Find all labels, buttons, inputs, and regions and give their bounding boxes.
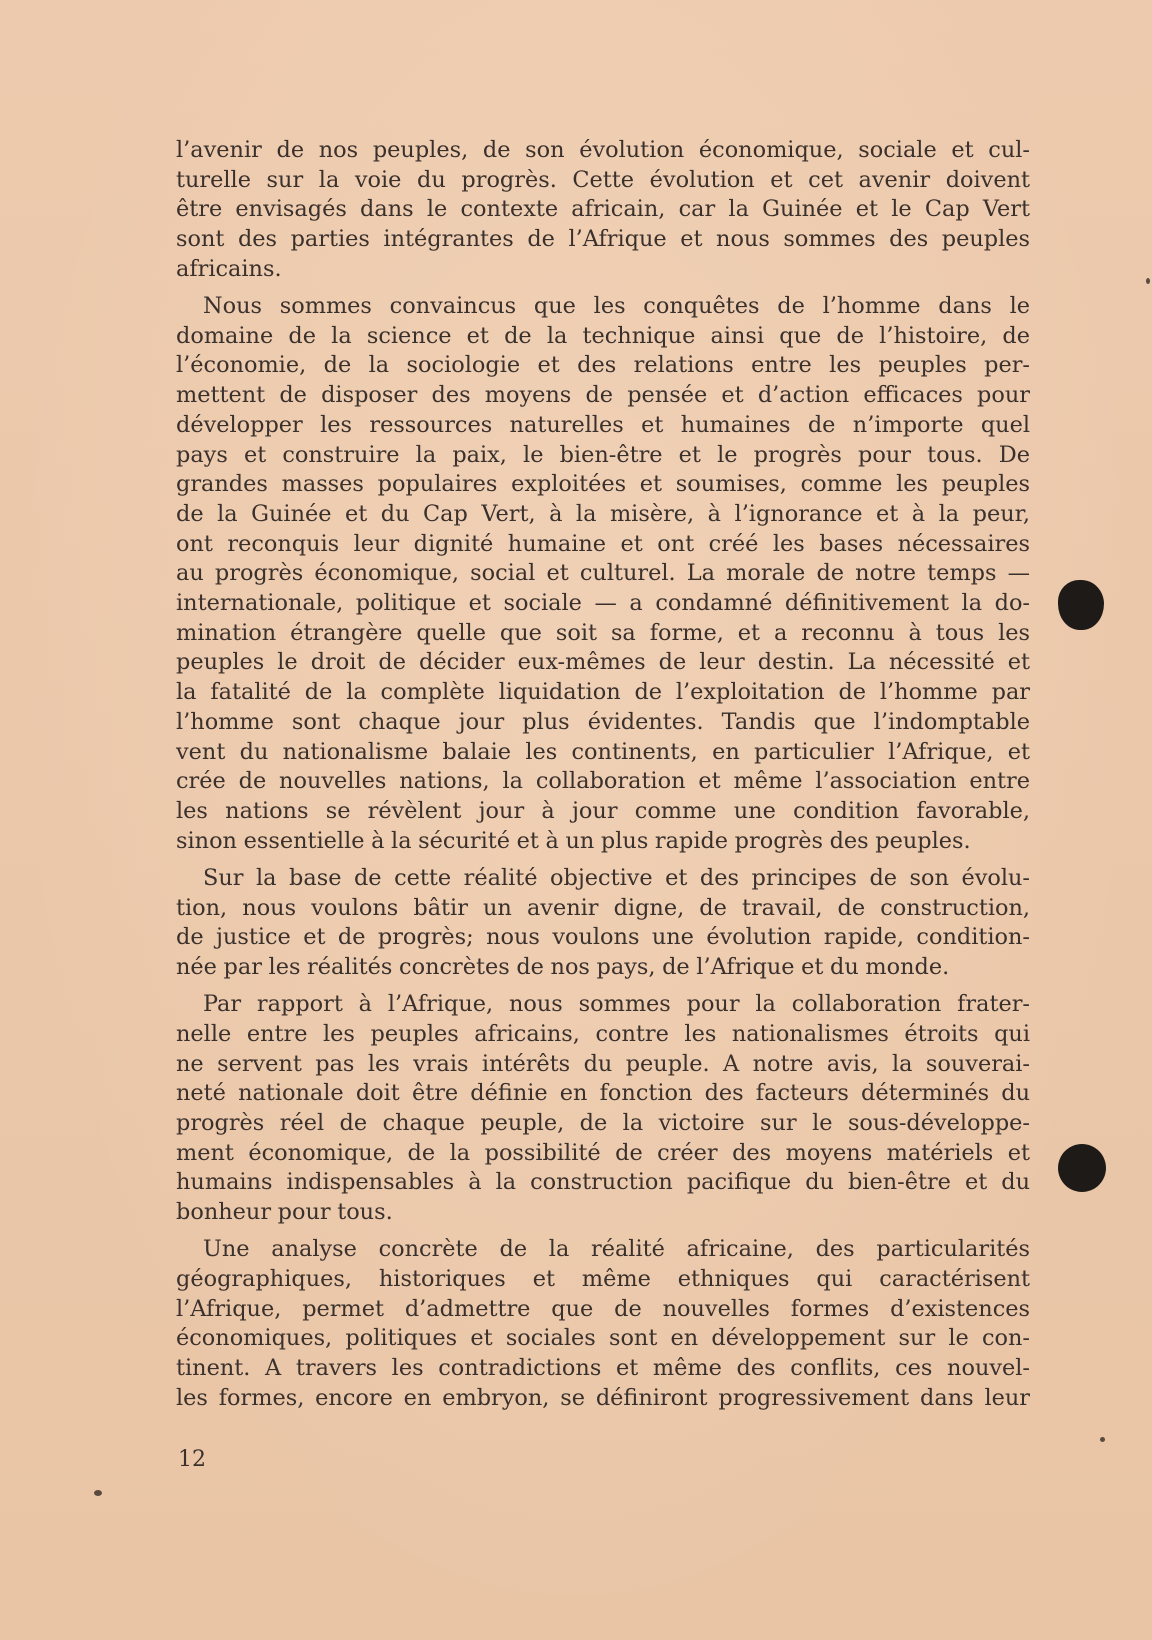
text-line: ne servent pas les vrais intérêts du peuple. A notre avis, la souverai- (176, 1050, 1030, 1077)
text-line: peuples le droit de décider eux-mêmes de leur destin. La nécessité et (176, 649, 1030, 676)
text-line: africains. (176, 255, 282, 282)
text-line: mettent de disposer des moyens de pensée et d’action efficaces pour (176, 382, 1030, 409)
text-line: Nous sommes convaincus que les conquêtes de l’homme dans le (203, 293, 1030, 320)
body-text (176, 136, 1030, 1421)
text-line: Une analyse concrète de la réalité africaine, des particularités (203, 1236, 1030, 1263)
paragraph-4 (176, 990, 1030, 1228)
text-line: les nations se révèlent jour à jour comme une condition favorable, (176, 797, 1030, 824)
text-line: les formes, encore en embryon, se définiront progressivement dans leur (176, 1384, 1030, 1411)
text-line: sinon essentielle à la sécurité et à un plus rapide progrès des peuples. (176, 827, 971, 854)
page-number: 12 (178, 1447, 206, 1472)
paragraph-5 (176, 1235, 1030, 1413)
text-line: internationale, politique et sociale — a condamné définitivement la do- (176, 590, 1030, 617)
text-line: pays et construire la paix, le bien-être et le progrès pour tous. De (176, 441, 1030, 468)
punch-hole (1058, 580, 1104, 630)
paragraph-2 (176, 292, 1030, 856)
text-line: crée de nouvelles nations, la collaboration et même l’association entre (176, 768, 1030, 795)
text-line: économiques, politiques et sociales sont en développement sur le con- (176, 1325, 1030, 1352)
text-line: nelle entre les peuples africains, contre les nationalismes étroits qui (176, 1020, 1030, 1047)
text-line: ont reconquis leur dignité humaine et ont créé les bases nécessaires (176, 530, 1030, 557)
paragraph-3 (176, 864, 1030, 983)
text-line: tion, nous voulons bâtir un avenir digne, de travail, de construction, (176, 894, 1030, 921)
text-line: géographiques, historiques et même ethniques qui caractérisent (176, 1266, 1030, 1293)
text-line: vent du nationalisme balaie les continents, en particulier l’Afrique, et (176, 738, 1030, 765)
text-line: l’Afrique, permet d’admettre que de nouvelles formes d’existences (176, 1295, 1030, 1322)
text-line: l’homme sont chaque jour plus évidentes. Tandis que l’indomptable (176, 708, 1030, 735)
text-line: humains indispensables à la construction pacifique du bien-être et du (176, 1169, 1030, 1196)
text-line: ment économique, de la possibilité de créer des moyens matériels et (176, 1139, 1030, 1166)
paper-speck (1100, 1437, 1105, 1442)
text-line: mination étrangère quelle que soit sa forme, et a reconnu à tous les (176, 619, 1030, 646)
text-line: sont des parties intégrantes de l’Afrique et nous sommes des peuples (176, 226, 1030, 253)
text-line: née par les réalités concrètes de nos pays, de l’Afrique et du monde. (176, 953, 950, 980)
text-line: progrès réel de chaque peuple, de la victoire sur le sous-développe- (176, 1110, 1030, 1136)
text-line: développer les ressources naturelles et humaines de n’importe quel (176, 411, 1030, 438)
text-line: grandes masses populaires exploitées et soumises, comme les peuples (176, 471, 1030, 498)
text-line: domaine de la science et de la technique ainsi que de l’histoire, de (176, 322, 1030, 349)
text-line: être envisagés dans le contexte africain, car la Guinée et le Cap Vert (176, 196, 1030, 223)
paragraph-1 (176, 136, 1030, 285)
text-line: au progrès économique, social et culturel. La morale de notre temps — (176, 560, 1030, 587)
text-line: Sur la base de cette réalité objective et des principes de son évolu- (203, 864, 1030, 891)
paper-speck (94, 1490, 102, 1496)
text-line: de justice et de progrès; nous voulons une évolution rapide, condition- (176, 924, 1030, 951)
paper-speck (1146, 278, 1150, 284)
text-line: de la Guinée et du Cap Vert, à la misère, à l’ignorance et à la peur, (176, 500, 1030, 527)
text-line: tinent. A travers les contradictions et même des conflits, ces nouvel- (176, 1355, 1030, 1382)
text-line: l’avenir de nos peuples, de son évolution économique, sociale et cul- (176, 137, 1030, 163)
text-line: neté nationale doit être définie en fonction des facteurs déterminés du (176, 1080, 1030, 1107)
text-line: l’économie, de la sociologie et des relations entre les peuples per- (176, 352, 1030, 379)
punch-hole (1058, 1144, 1106, 1192)
text-line: turelle sur la voie du progrès. Cette évolution et cet avenir doivent (176, 166, 1030, 193)
text-line: bonheur pour tous. (176, 1199, 393, 1226)
text-line: Par rapport à l’Afrique, nous sommes pour la collaboration frater- (203, 991, 1030, 1018)
text-line: la fatalité de la complète liquidation de l’exploitation de l’homme par (176, 679, 1030, 706)
